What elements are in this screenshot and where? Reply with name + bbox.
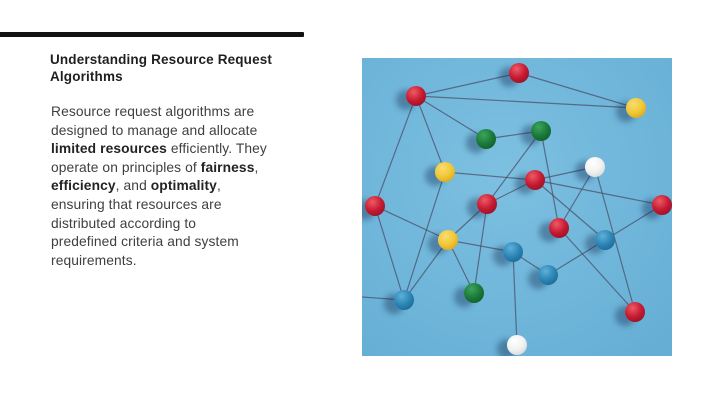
body-line	[51, 159, 323, 178]
body-keyword: efficiency	[51, 178, 116, 194]
thread	[375, 206, 404, 300]
pin-green	[464, 283, 484, 303]
body-segment: distributed according to	[51, 215, 197, 231]
slide-title	[50, 51, 325, 85]
body-segment: requirements.	[51, 252, 137, 268]
pin-white	[585, 157, 605, 177]
body-line	[51, 177, 323, 196]
thread	[416, 96, 486, 139]
pin-green	[531, 121, 551, 141]
pin-red	[549, 218, 569, 238]
body-segment: operate on principles of	[51, 159, 201, 175]
pin-red	[365, 196, 385, 216]
slide-title-line-2: Algorithms	[50, 69, 123, 84]
thread	[445, 172, 535, 180]
body-line	[51, 103, 323, 122]
body-segment: ,	[254, 159, 259, 175]
pin-red	[406, 86, 426, 106]
body-segment: predefined criteria and system	[51, 234, 239, 250]
pin-white	[507, 335, 527, 355]
body-segment: Resource request algorithms are	[51, 104, 255, 119]
pin-yellow	[435, 162, 455, 182]
pin-blue	[503, 242, 523, 262]
body-line	[51, 140, 323, 159]
pin-red	[509, 63, 529, 83]
body-segment: ensuring that resources are	[51, 196, 222, 212]
body-keyword: limited resources	[51, 141, 167, 157]
accent-bar	[0, 32, 304, 37]
slide-title-line-1: Understanding Resource Request	[50, 52, 273, 67]
slide-body-paragraph	[51, 103, 323, 270]
thread	[375, 206, 448, 240]
pin-blue	[394, 290, 414, 310]
pin-yellow	[438, 230, 458, 250]
body-keyword: optimality	[150, 178, 217, 194]
thread	[513, 252, 517, 345]
pin-yellow	[626, 98, 646, 118]
body-line	[51, 122, 323, 141]
pin-red	[525, 170, 545, 190]
network-pins-photo	[362, 58, 672, 356]
pin-red	[625, 302, 645, 322]
pin-blue	[595, 230, 615, 250]
thread	[416, 96, 445, 172]
thread	[416, 73, 519, 96]
body-segment: , and	[115, 178, 151, 194]
pin-red	[477, 194, 497, 214]
body-segment: efficiently. They	[166, 141, 267, 157]
body-keyword: fairness	[200, 159, 255, 175]
body-segment: designed to manage and allocate	[51, 122, 258, 138]
body-line	[51, 196, 323, 215]
body-segment: ,	[216, 178, 221, 194]
pin-red	[652, 195, 672, 215]
pin-green	[476, 129, 496, 149]
body-line	[51, 215, 323, 234]
body-line	[51, 233, 323, 252]
thread	[474, 204, 487, 293]
pin-blue	[538, 265, 558, 285]
thread	[375, 96, 416, 206]
body-line	[51, 252, 323, 271]
thread	[404, 240, 448, 300]
